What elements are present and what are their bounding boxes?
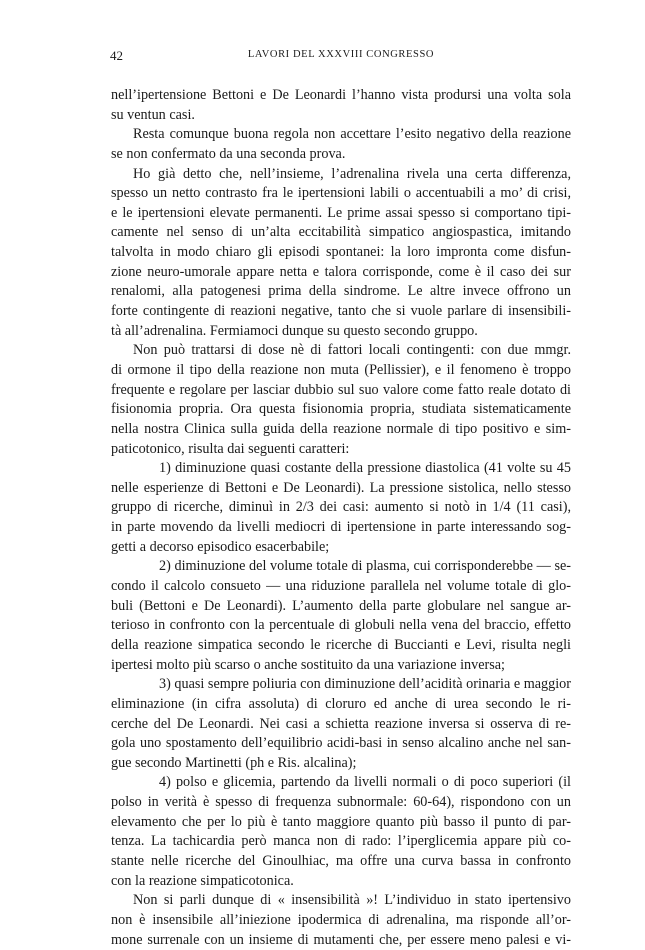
text-line: 1) diminuzione quasi costante della pressione diastolica (41 volte su 45 [159, 460, 571, 477]
text-line: cerche del De Leonardi. Nei casi a schietta reazione inversa si osserva di re- [111, 715, 571, 732]
text-line: nella nostra Clinica sulla guida della reazione normale di tipo positivo e sim- [111, 420, 571, 437]
text-line: 4) polso e glicemia, partendo da livelli normali o di poco superiori (il [159, 774, 571, 791]
text-line: camente nel senso di un’alta eccitabilità simpatico angiospastica, imitando [111, 224, 571, 241]
text-line: mone surrenale con un insieme di mutamenti che, per essere meno palesi e vi- [111, 931, 571, 948]
page-number: 42 [110, 48, 123, 63]
text-line: tà all’adrenalina. Fermiamoci dunque su questo secondo gruppo. [111, 322, 478, 339]
text-line: Resta comunque buona regola non accettare l’esito negativo della reazione [133, 126, 571, 143]
text-line: frequente e regolare per lasciar dubbio sul suo valore come fatto reale dotato di [111, 381, 571, 398]
text-line: eliminazione (in cifra assoluta) di cloruro ed anche di urea secondo le ri- [111, 695, 571, 712]
text-line: ipertesi molto più scarso o anche sostituito da una variazione inversa; [111, 656, 505, 673]
text-line: Non può trattarsi di dose nè di fattori locali contingenti: con due mmgr. [133, 342, 571, 359]
text-line: con la reazione simpaticotonica. [111, 872, 294, 889]
text-line: polso in verità è spesso di frequenza subnormale: 60-64), rispondono con un [111, 794, 571, 811]
text-line: non è insensibile all’iniezione ipodermica di adrenalina, ma risponde all’or- [111, 911, 571, 928]
text-line: fisionomia propria. Ora questa fisionomia propria, studiata sistematicamente [111, 401, 571, 418]
text-line: spesso un netto contrasto fra le ipertensioni labili o accentuabili a mo’ di crisi, [111, 185, 571, 202]
text-line: in parte movendo da livelli mediocri di ipertensione in parte interessando sog- [111, 519, 571, 536]
running-head: LAVORI DEL XXXVIII CONGRESSO [247, 49, 435, 60]
text-line: buli (Bettoni e De Leonardi). L’aumento della parte globulare nel sangue ar- [111, 597, 571, 614]
text-line: forte contingente di reazioni negative, tanto che si vuole parlare di insensibili- [111, 303, 571, 320]
text-line: getti a decorso episodico esacerbabile; [111, 538, 330, 555]
text-line: condo il calcolo consueto — una riduzione parallela nel volume totale di glo- [111, 578, 571, 595]
body-text [111, 86, 571, 950]
text-line: e le ipertensioni elevate permanenti. Le prime assai spesso si comportano tipi- [111, 204, 571, 221]
text-line: zione neuro-umorale appare netta e talora corrisponde, come è il caso dei sur [111, 263, 571, 280]
text-line: renalomi, alla patogenesi prima della sindrome. Le altre invece offrono un [111, 283, 571, 300]
text-line: su ventun casi. [111, 106, 195, 123]
text-line: 3) quasi sempre poliuria con diminuzione dell’acidità orinaria e maggior [159, 676, 571, 693]
text-line: 2) diminuzione del volume totale di plasma, cui corrisponderebbe — se- [159, 558, 571, 575]
text-line: gue secondo Martinetti (ph e Ris. alcalina); [111, 754, 357, 771]
text-line: della reazione simpatica secondo le ricerche di Buccianti e Levi, risulta negli [111, 636, 571, 653]
page-header [110, 48, 572, 66]
text-line: gola uno spostamento dell’equilibrio acidi-basi in senso alcalino anche nel san- [111, 735, 571, 752]
text-line: stante nelle ricerche del Ginoulhiac, ma offre una curva bassa in confronto [111, 852, 571, 869]
text-line: nelle esperienze di Bettoni e De Leonardi). La pressione sistolica, nello stesso [111, 479, 571, 496]
text-line: nell’ipertensione Bettoni e De Leonardi l’hanno vista prodursi una volta sola [111, 87, 571, 103]
text-line: se non confermato da una seconda prova. [111, 145, 346, 162]
text-line: di ormone il tipo della reazione non muta (Pellissier), e il fenomeno è troppo [111, 361, 571, 378]
text-line: gruppo di ricerche, diminuì in 2/3 dei casi: aumento si notò in 1/4 (11 casi), [111, 499, 571, 516]
text-line: paticotonico, risulta dai seguenti caratteri: [111, 440, 350, 457]
text-line: elevamento che per lo più è tanto maggiore quanto più basso il punto di par- [111, 813, 571, 830]
text-line: tenza. La tachicardia però manca non di rado: l’iperglicemia appare più co- [111, 833, 571, 850]
text-line: talvolta in modo chiaro gli episodi spontanei: la loro impronta come disfun- [111, 244, 571, 261]
text-line: terioso in confronto con la percentuale di globuli nella vena del braccio, effetto [111, 617, 571, 634]
text-line: Ho già detto che, nell’insieme, l’adrenalina rivela una certa differenza, [133, 165, 571, 182]
text-line: Non si parli dunque di « insensibilità »! L’individuo in stato ipertensivo [133, 892, 571, 909]
